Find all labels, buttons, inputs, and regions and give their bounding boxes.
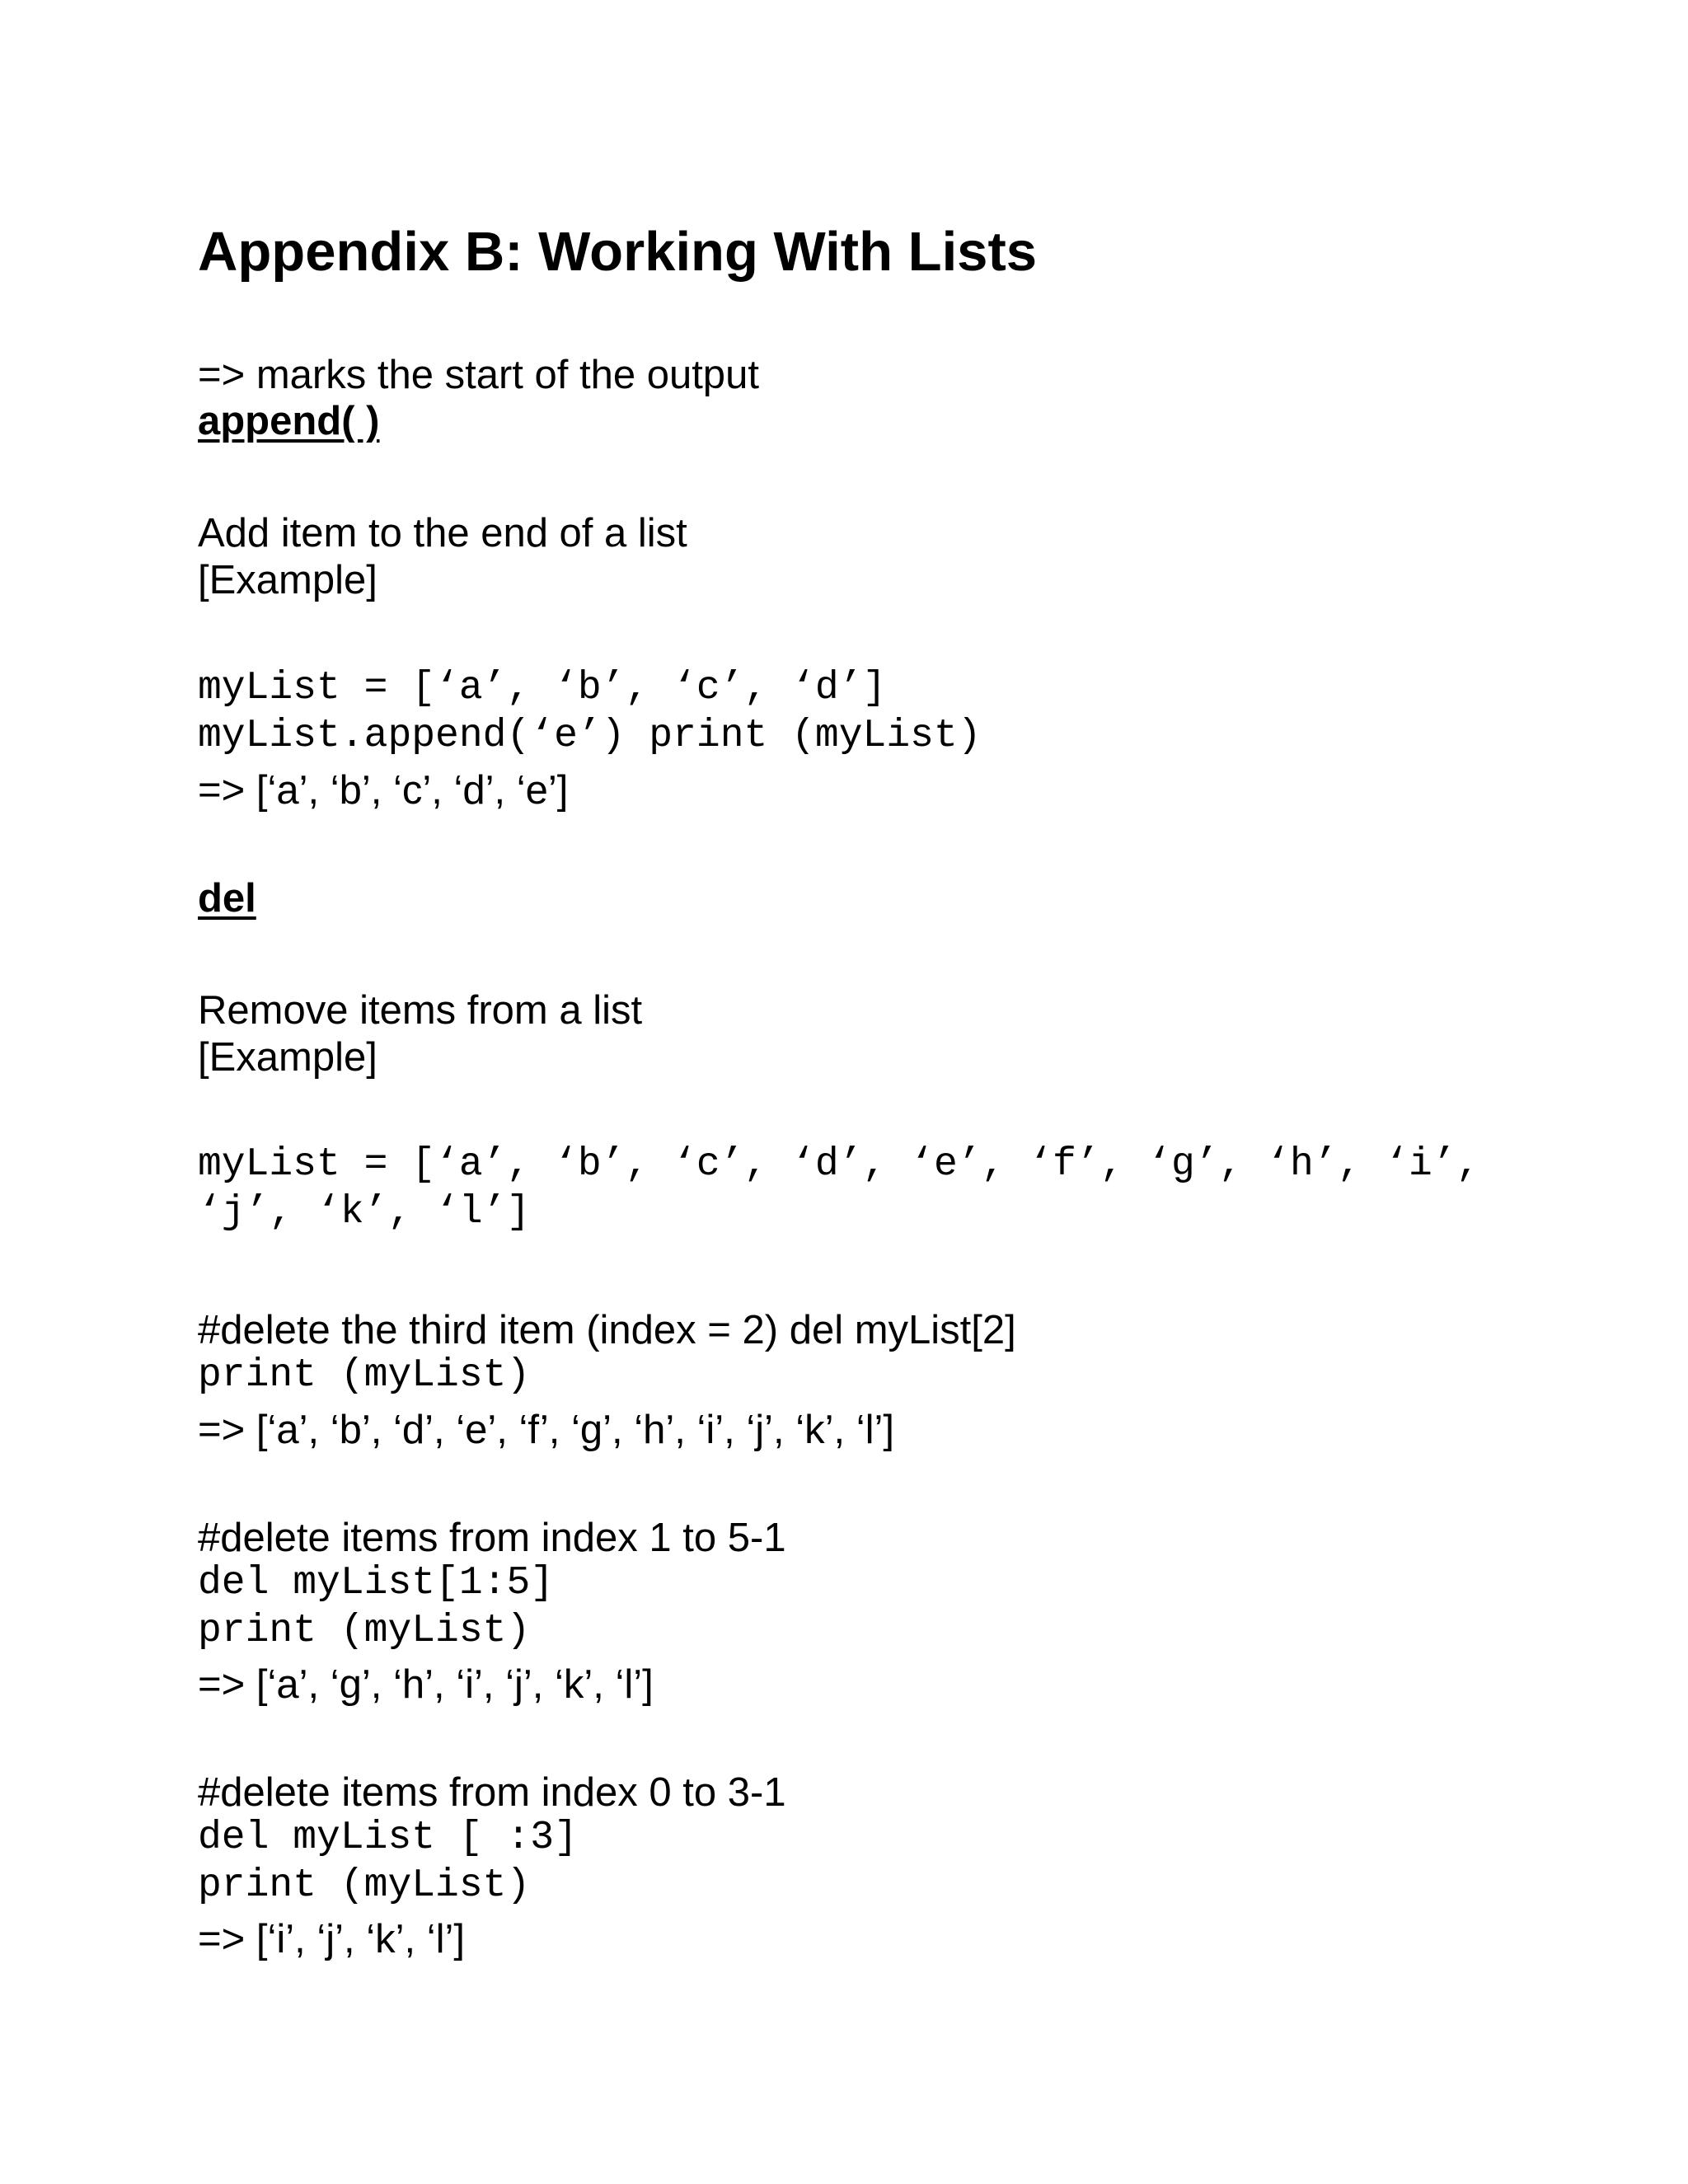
append-description: Add item to the end of a list	[198, 511, 687, 555]
append-example-label: [Example]	[198, 558, 377, 602]
del-example-code-line: del myList[1:5]	[198, 1561, 555, 1605]
del-example-label: [Example]	[198, 1035, 377, 1080]
del-example-comment: #delete the third item (index = 2) del myList[2]	[198, 1308, 1016, 1352]
del-code-line: ‘j’, ‘k’, ‘l’]	[198, 1190, 531, 1235]
del-description: Remove items from a list	[198, 988, 643, 1033]
append-output: => [‘a’, ‘b’, ‘c’, ‘d’, ‘e’]	[198, 768, 569, 813]
del-example-comment: #delete items from index 0 to 3-1	[198, 1770, 786, 1815]
del-example-output: => [‘a’, ‘g’, ‘h’, ‘i’, ‘j’, ‘k’, ‘l’]	[198, 1662, 654, 1707]
section-heading-append: append( )	[198, 399, 380, 443]
append-code-line: myList.append(‘e’) print (myList)	[198, 714, 982, 758]
del-code-line: myList = [‘a’, ‘b’, ‘c’, ‘d’, ‘e’, ‘f’, ‘g’, ‘h’, ‘i’,	[198, 1142, 1480, 1187]
append-code-line: myList = [‘a’, ‘b’, ‘c’, ‘d’]	[198, 666, 887, 710]
del-example-comment: #delete items from index 1 to 5-1	[198, 1516, 786, 1560]
del-example-code-line: print (myList)	[198, 1353, 531, 1398]
del-example-code-line: print (myList)	[198, 1863, 531, 1908]
del-example-output: => [‘a’, ‘b’, ‘d’, ‘e’, ‘f’, ‘g’, ‘h’, ‘i’, ‘j’, ‘k’, ‘l’]	[198, 1408, 895, 1452]
del-example-code-line: del myList [ :3]	[198, 1816, 578, 1860]
intro-text: => marks the start of the output	[198, 353, 759, 397]
del-example-output: => [‘i’, ‘j’, ‘k’, ‘l’]	[198, 1917, 466, 1961]
section-heading-del: del	[198, 876, 256, 921]
del-example-code-line: print (myList)	[198, 1609, 531, 1653]
page-title: Appendix B: Working With Lists	[198, 221, 1038, 283]
